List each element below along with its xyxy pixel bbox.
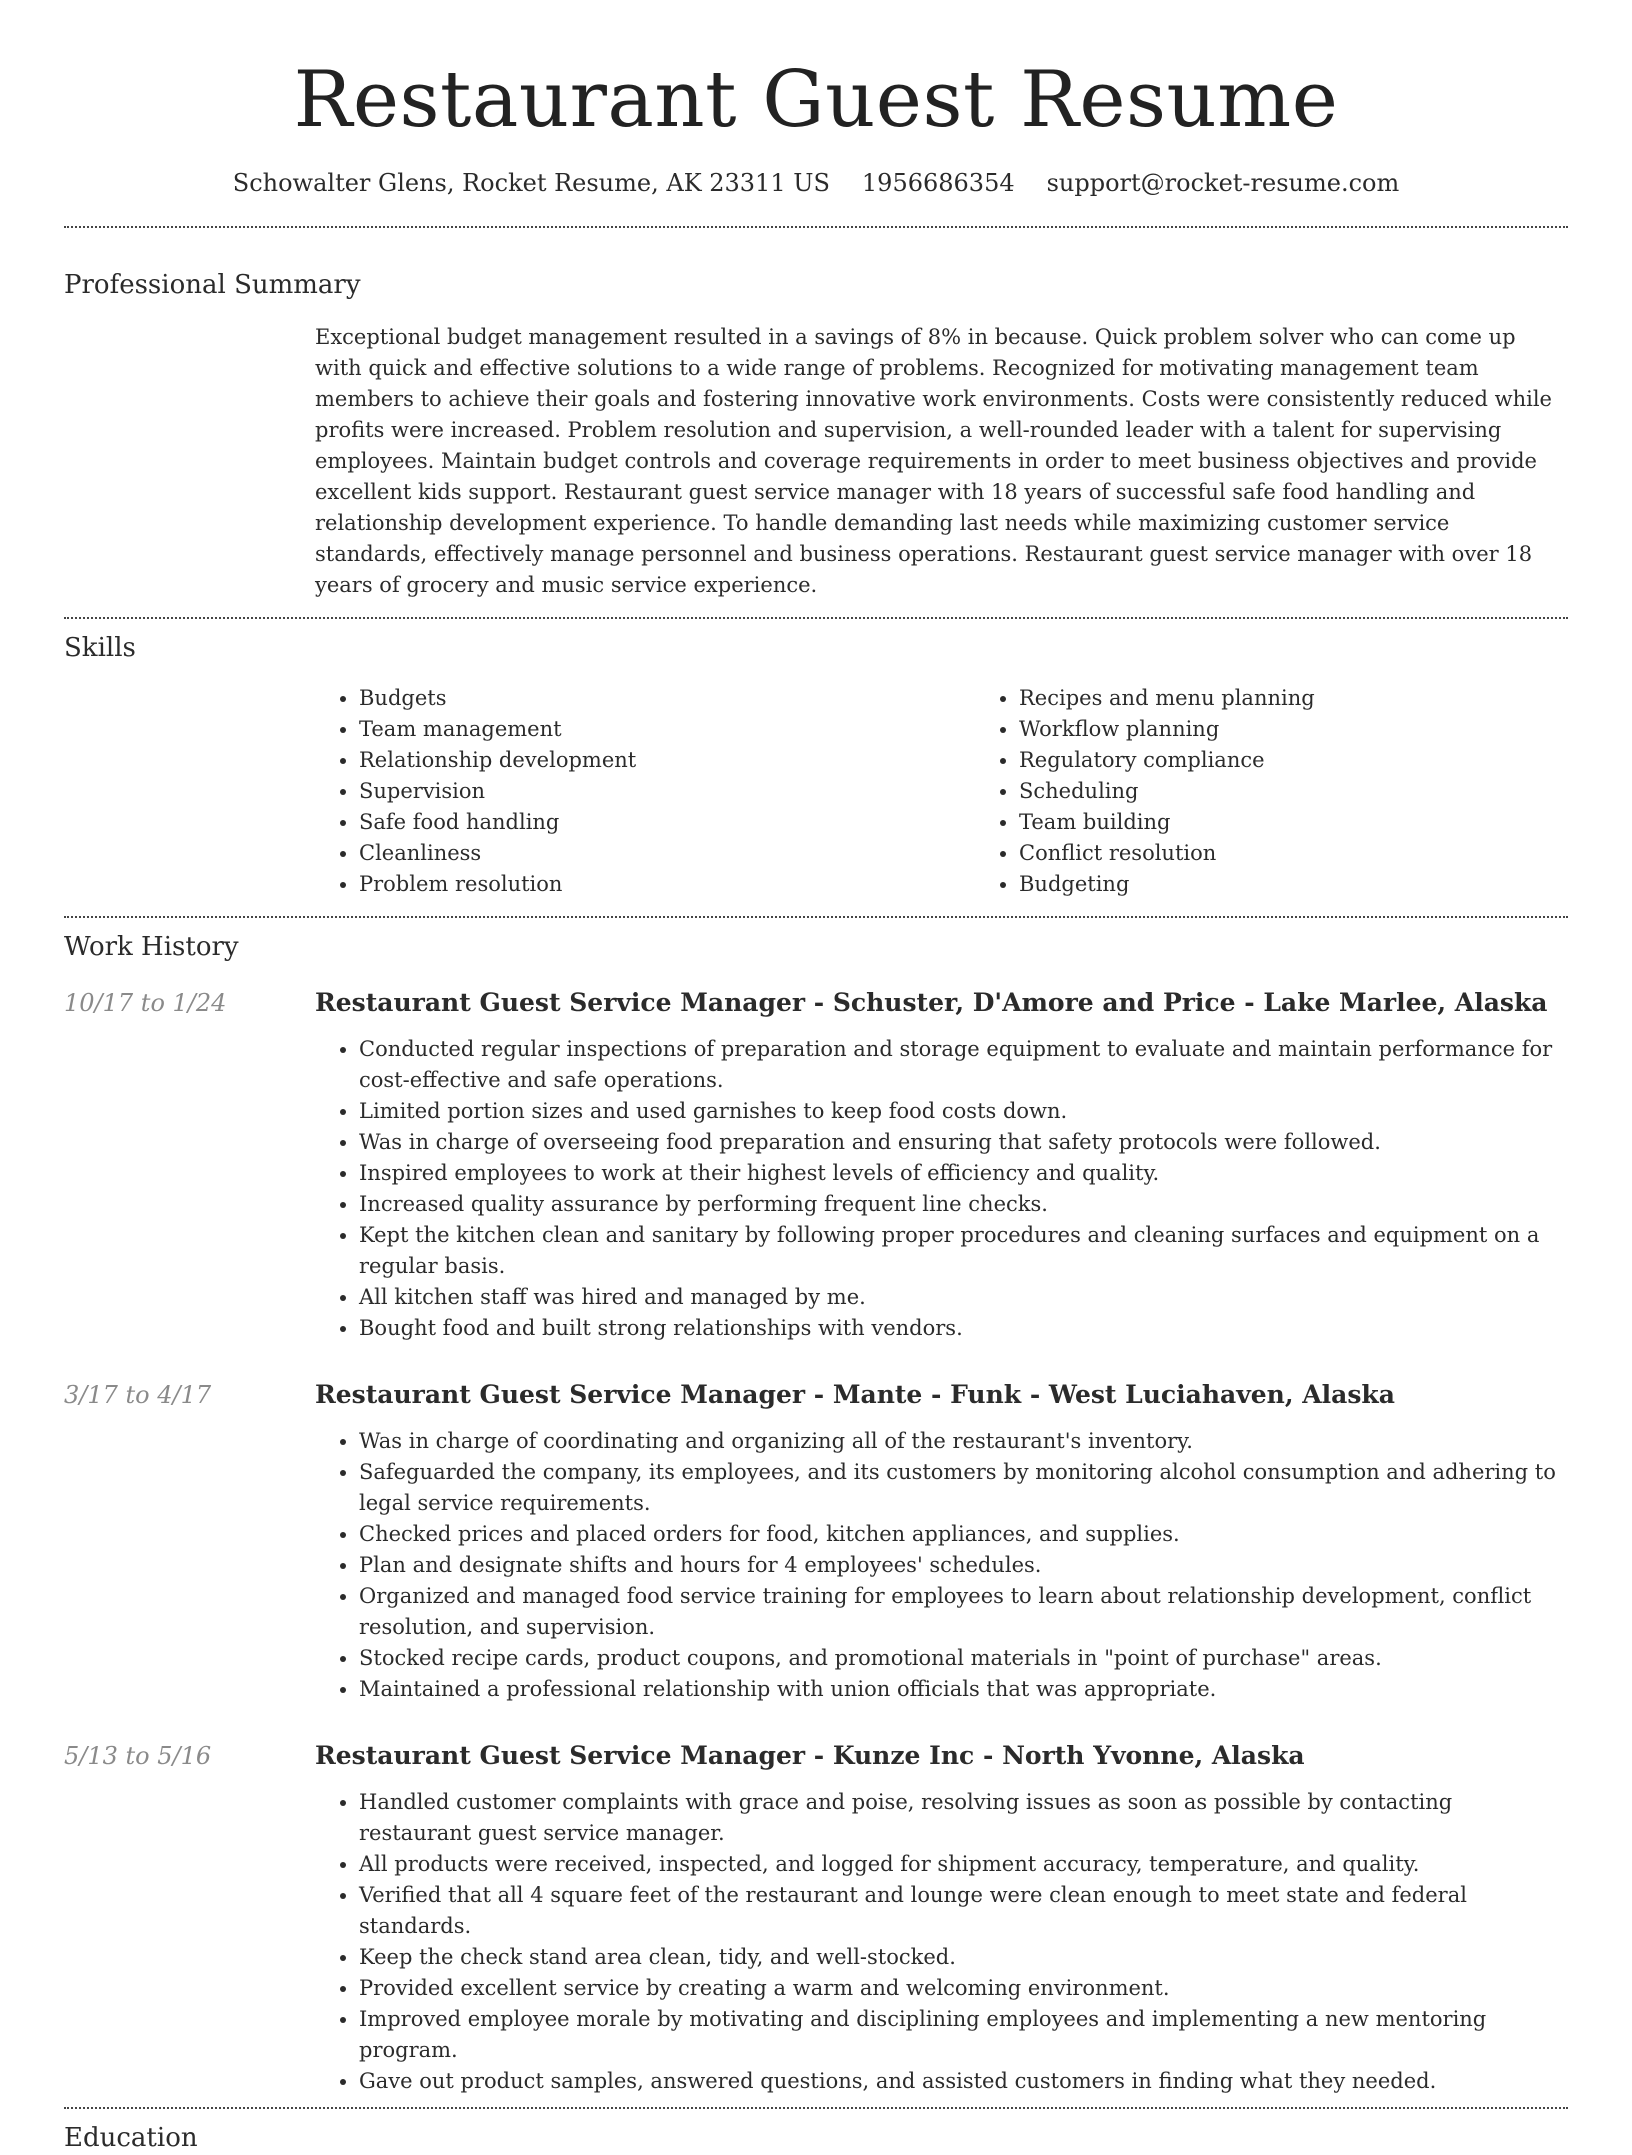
education-heading: Education <box>64 2123 198 2153</box>
divider <box>64 2107 1568 2109</box>
job-bullet: • All products were received, inspected, and logged for shipment accuracy, temperature, and quality. <box>359 1849 1568 1880</box>
job-location: Lake Marlee, Alaska <box>1263 988 1548 1017</box>
job-bullet: • Stocked recipe cards, product coupons, and promotional materials in "point of purchase" areas. <box>359 1643 1568 1674</box>
skill-item: • Safe food handling <box>359 807 975 838</box>
job-bullet: • Increased quality assurance by performing frequent line checks. <box>359 1189 1568 1220</box>
skill-item: • Team management <box>359 714 975 745</box>
job-bullet: • Plan and designate shifts and hours for 4 employees' schedules. <box>359 1550 1568 1581</box>
job-title: Restaurant Guest Service Manager <box>315 1380 806 1409</box>
contact-email: support@rocket-resume.com <box>1046 169 1400 197</box>
skill-item: • Workflow planning <box>1019 714 1632 745</box>
job-bullet: • Safeguarded the company, its employees, and its customers by monitoring alcohol consumption and adhering to legal service requirements. <box>359 1457 1568 1519</box>
job-title-line <box>315 1378 1568 1412</box>
skills-list-right <box>975 683 1632 900</box>
job-bullet: • Provided excellent service by creating a warm and welcoming environment. <box>359 1973 1568 2004</box>
job-bullet: • Was in charge of coordinating and organizing all of the restaurant's inventory. <box>359 1426 1568 1457</box>
job-bullet: • Organized and managed food service training for employees to learn about relationship development, conflict resolution, and supervision. <box>359 1581 1568 1643</box>
job-title-line <box>315 1739 1568 1773</box>
skill-item: • Team building <box>1019 807 1632 838</box>
job-location: North Yvonne, Alaska <box>1002 1741 1305 1770</box>
work-history-heading: Work History <box>64 932 239 962</box>
divider <box>64 226 1568 228</box>
job-employer: Kunze Inc <box>832 1741 975 1770</box>
job-bullet: • Checked prices and placed orders for food, kitchen appliances, and supplies. <box>359 1519 1568 1550</box>
job-bullet: • Bought food and built strong relationships with vendors. <box>359 1313 1568 1344</box>
divider <box>64 617 1568 619</box>
skill-item: • Relationship development <box>359 745 975 776</box>
job-dates: 5/13 to 5/16 <box>64 1742 212 1770</box>
separator: - <box>974 1741 1003 1770</box>
job-bullet: • Gave out product samples, answered questions, and assisted customers in finding what they needed. <box>359 2066 1568 2097</box>
resume-title: Restaurant Guest Resume <box>293 55 1339 145</box>
job-bullet: • Limited portion sizes and used garnishes to keep food costs down. <box>359 1096 1568 1127</box>
separator: - <box>805 1380 833 1409</box>
job-bullet: • Was in charge of overseeing food preparation and ensuring that safety protocols were followed. <box>359 1127 1568 1158</box>
summary-heading: Professional Summary <box>64 270 361 300</box>
contact-phone: 1956686354 <box>861 169 1015 197</box>
job-employer: Mante - Funk <box>832 1380 1022 1409</box>
separator: - <box>1235 988 1264 1017</box>
skill-item: • Budgets <box>359 683 975 714</box>
job-entry <box>64 1739 1568 2097</box>
job-bullet: • Kept the kitchen clean and sanitary by following proper procedures and cleaning surfaces and equipment on a regular basis. <box>359 1220 1568 1282</box>
skill-item: • Regulatory compliance <box>1019 745 1632 776</box>
job-bullet: • Conducted regular inspections of preparation and storage equipment to evaluate and maintain performance for cost-effective and safe operations. <box>359 1034 1568 1096</box>
skill-item: • Scheduling <box>1019 776 1632 807</box>
job-entry <box>64 986 1568 1344</box>
job-bullet: • Verified that all 4 square feet of the restaurant and lounge were clean enough to meet state and federal standards. <box>359 1880 1568 1942</box>
job-bullets <box>315 1787 1568 2097</box>
job-title: Restaurant Guest Service Manager <box>315 988 806 1017</box>
job-bullet: • All kitchen staff was hired and managed by me. <box>359 1282 1568 1313</box>
job-location: West Luciahaven, Alaska <box>1048 1380 1395 1409</box>
job-bullet: • Inspired employees to work at their highest levels of efficiency and quality. <box>359 1158 1568 1189</box>
job-title: Restaurant Guest Service Manager <box>315 1741 806 1770</box>
skill-item: • Budgeting <box>1019 869 1632 900</box>
education-section <box>64 2121 1568 2155</box>
job-bullet: • Improved employee morale by motivating and disciplining employees and implementing a new mentoring program. <box>359 2004 1568 2066</box>
separator: - <box>805 988 833 1017</box>
job-dates: 10/17 to 1/24 <box>64 989 227 1017</box>
skills-heading: Skills <box>64 633 136 663</box>
skill-item: • Supervision <box>359 776 975 807</box>
separator: - <box>805 1741 833 1770</box>
skill-item: • Conflict resolution <box>1019 838 1632 869</box>
summary-text: Exceptional budget management resulted in a savings of 8% in because. Quick problem solver who can come up with quick and effective solutions to a wide range of problems. Recognized for motivating management team members to achieve their goals and fostering innovative work environments. Costs were consistently reduced while profits were increased. Problem resolution and supervision, a well-rounded leader with a talent for supervising employees. Maintain budget controls and coverage requirements in order to meet business objectives and provide excellent kids support. Restaurant guest service manager with 18 years of successful safe food handling and relationship development experience. To handle demanding last needs while maximizing customer service standards, effectively manage personnel and business operations. Restaurant guest service manager with over 18 years of grocery and music service experience. <box>315 325 1552 597</box>
job-dates: 3/17 to 4/17 <box>64 1381 212 1409</box>
resume-page <box>64 0 1568 2155</box>
skill-item: • Recipes and menu planning <box>1019 683 1632 714</box>
skills-section <box>64 631 1568 900</box>
job-title-line <box>315 986 1568 1020</box>
job-bullet: • Maintained a professional relationship with union officials that was appropriate. <box>359 1674 1568 1705</box>
skill-item: • Problem resolution <box>359 869 975 900</box>
separator: - <box>1021 1380 1049 1409</box>
contact-line <box>64 166 1568 200</box>
job-bullets <box>315 1426 1568 1705</box>
work-history-section <box>64 930 1568 2097</box>
skills-list-left <box>315 683 975 900</box>
divider <box>64 916 1568 918</box>
summary-section <box>64 268 1568 601</box>
job-entry <box>64 1378 1568 1705</box>
job-bullets <box>315 1034 1568 1344</box>
job-bullet: • Handled customer complaints with grace and poise, resolving issues as soon as possible by contacting restaurant guest service manager. <box>359 1787 1568 1849</box>
contact-address: Schowalter Glens, Rocket Resume, AK 23311 US <box>232 169 830 197</box>
job-bullet: • Keep the check stand area clean, tidy, and well-stocked. <box>359 1942 1568 1973</box>
job-employer: Schuster, D'Amore and Price <box>832 988 1236 1017</box>
skill-item: • Cleanliness <box>359 838 975 869</box>
